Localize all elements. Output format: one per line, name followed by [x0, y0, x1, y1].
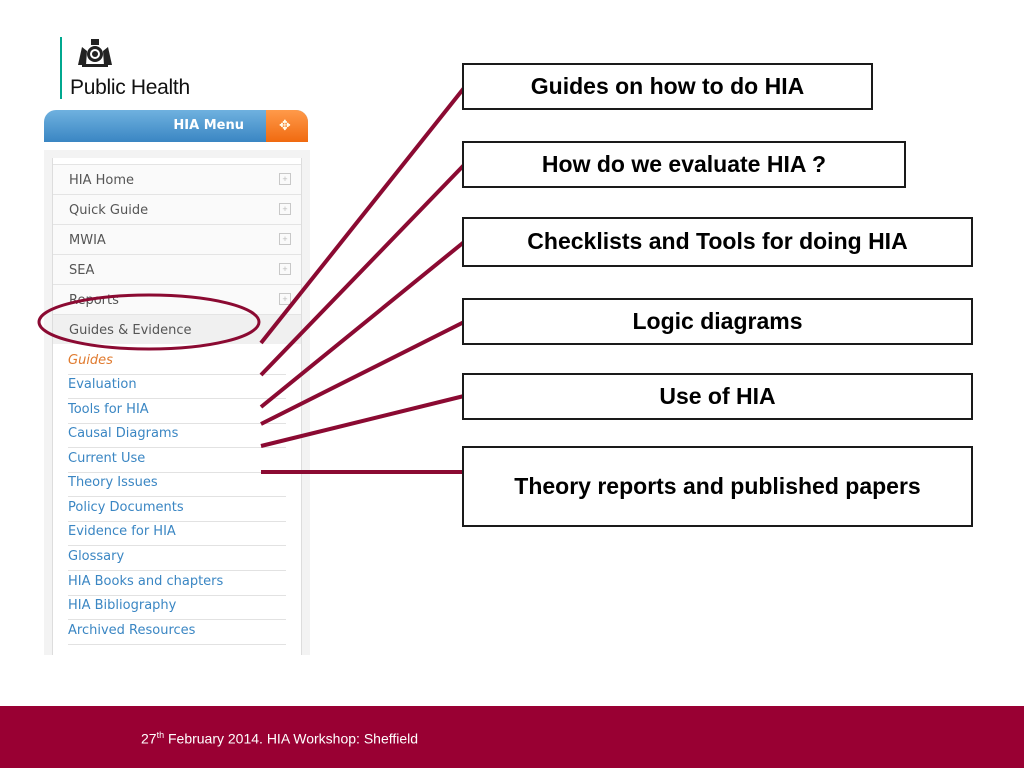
- submenu-label: Archived Resources: [68, 623, 196, 638]
- submenu-label: Tools for HIA: [68, 402, 149, 417]
- plus-box-icon[interactable]: +: [279, 173, 291, 185]
- submenu-item-theory-issues[interactable]: [68, 472, 286, 497]
- submenu-label: HIA Bibliography: [68, 598, 177, 613]
- plus-box-icon[interactable]: +: [279, 203, 291, 215]
- callout-theory: Theory reports and published papers: [462, 446, 973, 527]
- menu-item-quick-guide[interactable]: [53, 194, 301, 224]
- submenu-item-evaluation[interactable]: [68, 374, 286, 399]
- callout-guides: Guides on how to do HIA: [462, 63, 873, 110]
- submenu-item-current-use[interactable]: [68, 448, 286, 473]
- move-arrows-icon: ✥: [279, 117, 291, 133]
- menu-item-label: Guides & Evidence: [69, 323, 192, 338]
- footer-day: 27: [141, 730, 157, 747]
- hia-menu: [44, 110, 310, 655]
- submenu-item-tools[interactable]: [68, 399, 286, 424]
- footer-day-suffix: th: [156, 730, 165, 740]
- submenu-label: Causal Diagrams: [68, 426, 179, 441]
- callout-logic-diagrams: Logic diagrams: [462, 298, 973, 345]
- submenu-item-glossary[interactable]: [68, 546, 286, 571]
- submenu-label: Glossary: [68, 549, 125, 564]
- submenu-item-archived[interactable]: [68, 620, 286, 645]
- submenu-label: Current Use: [68, 451, 146, 466]
- submenu-label: Theory Issues: [68, 475, 158, 490]
- menu-item-hia-home[interactable]: [53, 164, 301, 194]
- menu-panel: [52, 158, 302, 655]
- submenu-label: Policy Documents: [68, 500, 184, 515]
- submenu-item-evidence[interactable]: [68, 521, 286, 546]
- submenu-item-causal-diagrams[interactable]: [68, 423, 286, 448]
- submenu-label: Evaluation: [68, 377, 137, 392]
- callout-evaluation: How do we evaluate HIA ?: [462, 141, 906, 188]
- move-menu-button[interactable]: [266, 110, 308, 142]
- brand-name: Public Health: [70, 76, 190, 99]
- menu-item-label: SEA: [69, 263, 95, 278]
- footer-text: [141, 730, 418, 747]
- menu-item-sea[interactable]: [53, 254, 301, 284]
- submenu-label: Guides: [68, 353, 113, 368]
- footer-event: February 2014. HIA Workshop: Sheffield: [164, 730, 419, 747]
- submenu-label: Evidence for HIA: [68, 524, 176, 539]
- public-health-logo: [60, 37, 190, 99]
- callout-use: Use of HIA: [462, 373, 973, 420]
- plus-box-icon[interactable]: +: [279, 233, 291, 245]
- menu-item-label: HIA Home: [69, 173, 135, 188]
- menu-item-reports[interactable]: [53, 284, 301, 314]
- plus-box-icon[interactable]: +: [279, 263, 291, 275]
- menu-title: HIA Menu: [173, 118, 244, 133]
- menu-item-label: Quick Guide: [69, 203, 149, 218]
- footer-bar: [0, 706, 1024, 768]
- menu-item-guides-evidence[interactable]: [53, 314, 301, 344]
- menu-body: [44, 150, 310, 655]
- menu-header: [44, 110, 308, 142]
- royal-crest-icon: [74, 37, 116, 69]
- submenu-item-books[interactable]: [68, 571, 286, 596]
- menu-item-label: MWIA: [69, 233, 106, 248]
- submenu-item-guides[interactable]: [68, 350, 286, 375]
- submenu-item-policy-documents[interactable]: [68, 497, 286, 522]
- plus-box-icon[interactable]: +: [279, 293, 291, 305]
- menu-item-label: Reports: [69, 293, 119, 308]
- submenu-label: HIA Books and chapters: [68, 574, 224, 589]
- submenu-item-bibliography[interactable]: [68, 595, 286, 620]
- menu-item-mwia[interactable]: [53, 224, 301, 254]
- callout-tools: Checklists and Tools for doing HIA: [462, 217, 973, 267]
